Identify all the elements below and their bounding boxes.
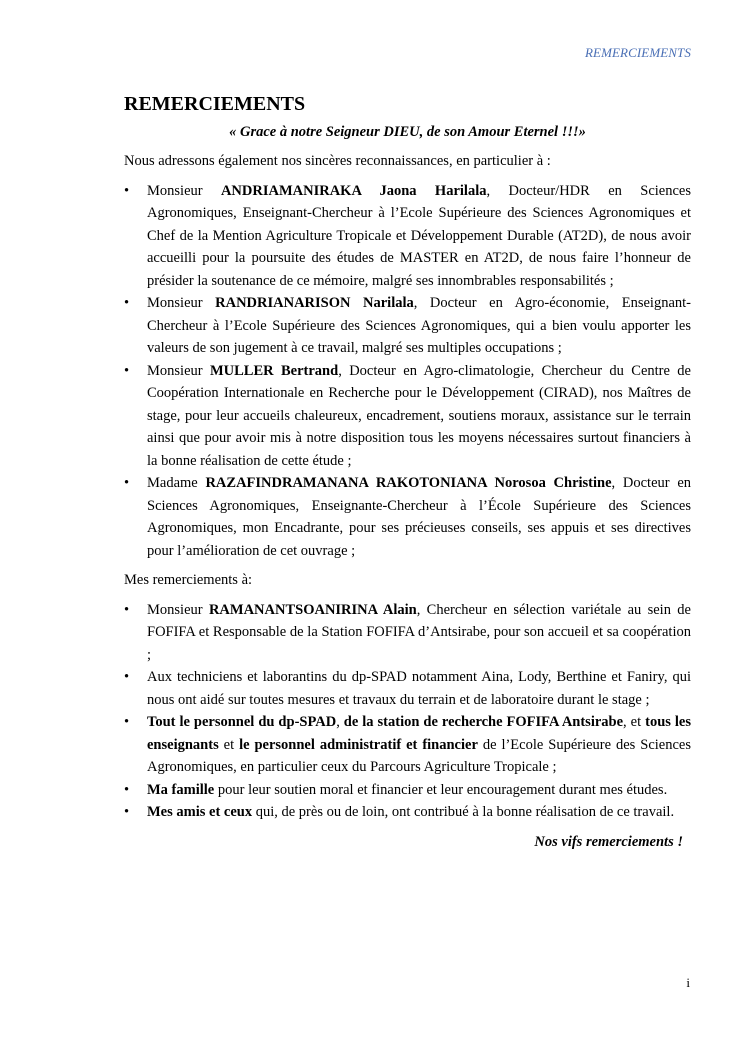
section2-intro: Mes remerciements à: (124, 572, 253, 588)
bullet-icon: • (124, 601, 130, 618)
bullet-icon: • (124, 714, 130, 730)
list-item (124, 801, 691, 824)
group-name: de la station de recherche FOFIFA Antsirabe (343, 714, 624, 730)
item-text: et (218, 736, 240, 753)
item-text: , Docteur en Sciences Agronomiques, Enseignante-Chercheur à l’École Supérieure des Sciences Agronomiques, mon Encadrante, pour ses précieuses conseils, ses appuis et ses directives pour l’amélioration de cet ouvrage ; (147, 475, 692, 559)
person-name: RANDRIANARISON Narilala (215, 295, 414, 311)
intro-paragraph: Nous adressons également nos sincères reconnaissances, en particulier à : (124, 153, 551, 169)
bullet-icon: • (124, 781, 130, 798)
honorific: Madame (147, 475, 206, 491)
honorific: Monsieur (147, 295, 216, 311)
page-title: REMERCIEMENTS (124, 93, 306, 115)
bullet-icon: • (124, 475, 130, 491)
item-text: de l’Ecole Supérieure des Sciences Agronomiques, en particulier ceux du Parcours Agriculture Tropicale ; (147, 736, 691, 775)
person-name: MULLER Bertrand (209, 362, 339, 379)
list-item (124, 711, 691, 779)
item-text: , (336, 714, 344, 730)
epigraph: « Grace à notre Seigneur DIEU, de son Amour Eternel !!!» (229, 124, 586, 140)
bullet-icon: • (124, 804, 130, 820)
list-item (124, 472, 691, 562)
person-name: RAMANANTSOANIRINA Alain (208, 601, 417, 618)
list-item (124, 292, 691, 360)
item-text: , Docteur/HDR en Sciences Agronomiques, Enseignant-Chercheur à l’Ecole Supérieure des Sciences Agronomiques et Chef de la Mention Agriculture Tropicale et Développement Durable (AT2D), de nous avoir accueilli pour la poursuite des études de MASTER en AT2D, de nous faire l’honneur de présider la soutenance de ce mémoire, malgré ses innombrables responsabilités ; (147, 182, 691, 289)
person-name: ANDRIAMANIRAKA Jaona Harilala (220, 182, 487, 199)
acknowledgement-list-primary (124, 180, 691, 563)
group-name: Tout le personnel du dp-SPAD (147, 714, 337, 730)
bullet-icon: • (124, 362, 130, 379)
list-item (124, 360, 691, 473)
item-text: pour leur soutien moral et financier et leur encouragement durant mes études. (214, 781, 668, 798)
page-number: i (686, 975, 690, 990)
bullet-icon: • (124, 669, 130, 685)
item-text: qui, de près ou de loin, ont contribué à la bonne réalisation de ce travail. (252, 804, 675, 820)
item-text: , Docteur en Agro-économie, Enseignant-Chercheur à l’Ecole Supérieure des Sciences Agronomiques, qui a bien voulu apporter les valeurs de son jugement à ce travail, malgré ses multiples occupations ; (147, 295, 691, 356)
signoff: Nos vifs remerciements ! (534, 833, 683, 850)
item-text: , Docteur en Agro-climatologie, Chercheur du Centre de Coopération Internationale en Recherche pour le Développement (CIRAD), nos Maîtres de stage, pour leur accueils chaleureux, encadrement, soutiens moraux, assistance sur le terrain ainsi que pour avoir mis à notre disposition tous les moyens nécessaires surtout financiers à la bonne réalisation de cette étude ; (147, 362, 691, 469)
page-content (124, 92, 691, 853)
list-item (124, 599, 691, 667)
item-text: Aux techniciens et laborantins du dp-SPAD notamment Aina, Lody, Berthine et Faniry, qui nous ont aidé sur toutes mesures et travaux du terrain et de laboratoire durant le stage ; (147, 669, 691, 708)
honorific: Monsieur (147, 182, 221, 199)
group-name: Mes amis et ceux (147, 804, 253, 820)
list-item (124, 180, 691, 293)
list-item (124, 779, 691, 802)
group-name: tous les enseignants (147, 714, 691, 753)
acknowledgement-list-secondary (124, 599, 691, 824)
item-text: , et (623, 714, 646, 730)
honorific: Monsieur (147, 601, 209, 618)
group-name: le personnel administratif et financier (239, 736, 478, 753)
bullet-icon: • (124, 182, 130, 199)
running-header: REMERCIEMENTS (584, 45, 691, 60)
person-name: RAZAFINDRAMANANA RAKOTONIANA Norosoa Christine (205, 475, 612, 491)
group-name: Ma famille (147, 781, 215, 798)
bullet-icon: • (124, 295, 130, 311)
item-text: , Chercheur en sélection variétale au sein de FOFIFA et Responsable de la Station FOFIFA d’Antsirabe, pour son accueil et sa coopération ; (147, 601, 691, 663)
list-item (124, 666, 691, 711)
honorific: Monsieur (147, 362, 210, 379)
